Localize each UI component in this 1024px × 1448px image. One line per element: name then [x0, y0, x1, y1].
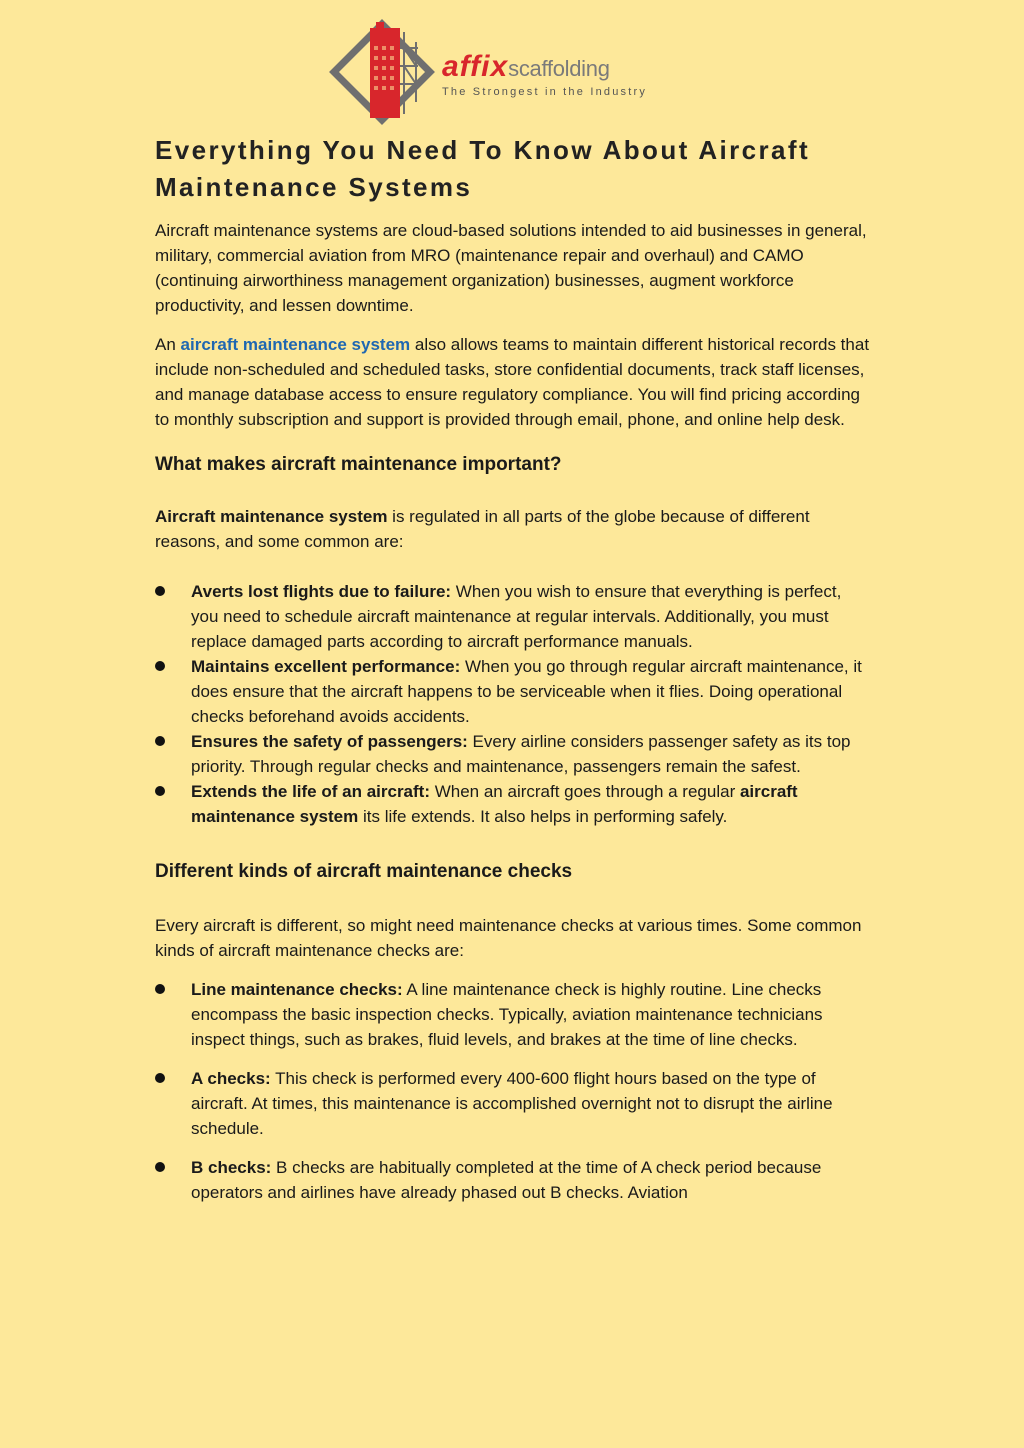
section-heading-importance: What makes aircraft maintenance important?: [155, 454, 562, 475]
list-item-text: A line maintenance check is highly routine. Line checks encompass the basic inspection checks. Typically, aviation maintenance technicians inspect things, such as brakes, fluid levels, and brakes at the time of line checks.: [191, 980, 823, 1049]
list-item: [155, 1155, 870, 1205]
checks-list: [155, 977, 870, 1205]
system-paragraph-rest: also allows teams to maintain different historical records that include non-scheduled and scheduled tasks, store confidential documents, track staff licenses, and manage database access to ensure regulatory compliance. You will find pricing according to monthly subscription and support is provided through email, phone, and online help desk.: [155, 335, 870, 429]
list-item-title: Averts lost flights due to failure:: [191, 582, 452, 601]
list-item: [155, 729, 870, 779]
list-item: [155, 1066, 870, 1141]
aircraft-maintenance-system-link[interactable]: aircraft maintenance system: [180, 335, 411, 354]
importance-intro-bold: Aircraft maintenance system: [155, 507, 388, 526]
list-item-title: Ensures the safety of passengers:: [191, 732, 468, 751]
list-item-title: Line maintenance checks:: [191, 980, 403, 999]
section-heading-checks: Different kinds of aircraft maintenance checks: [155, 861, 573, 882]
page-title: Everything You Need To Know About Aircraft Maintenance Systems: [155, 135, 811, 202]
scaffold-logo-icon: [326, 18, 438, 130]
list-item-text: When you wish to ensure that everything is perfect, you need to schedule aircraft maintenance at regular intervals. Additionally, you must replace damaged parts according to aircraft performance manuals.: [191, 582, 842, 651]
list-item-text: Every airline considers passenger safety as its top priority. Through regular checks and maintenance, passengers remain the safest.: [191, 732, 851, 776]
bullet-icon: [155, 1073, 165, 1083]
brand-name: [442, 52, 610, 82]
importance-list: [155, 579, 870, 829]
bullet-icon: [155, 786, 165, 796]
list-item-title: Extends the life of an aircraft:: [191, 782, 430, 801]
list-item: [155, 579, 870, 654]
list-item-text: When you go through regular aircraft maintenance, it does ensure that the aircraft happens to be serviceable when it flies. Doing operational checks beforehand avoids accidents.: [191, 657, 862, 726]
company-logo: [326, 18, 666, 130]
bullet-icon: [155, 661, 165, 671]
importance-intro: [155, 504, 870, 554]
brand-affix: affix: [442, 50, 509, 83]
bullet-icon: [155, 736, 165, 746]
list-item-title: Maintains excellent performance:: [191, 657, 461, 676]
list-item-title: A checks:: [191, 1069, 271, 1088]
list-item-text: B checks are habitually completed at the time of A check period because operators and airlines have already phased out B checks. Aviation: [191, 1158, 822, 1202]
brand-tagline: The Strongest in the Industry: [442, 86, 648, 98]
list-item-text-end: its life extends. It also helps in performing safely.: [358, 807, 728, 826]
list-item: [155, 779, 870, 829]
list-item-text: When an aircraft goes through a regular: [430, 782, 740, 801]
article: [155, 132, 870, 1205]
bullet-icon: [155, 1162, 165, 1172]
list-item-title: B checks:: [191, 1158, 272, 1177]
checks-intro: Every aircraft is different, so might need maintenance checks at various times. Some common kinds of aircraft maintenance checks are:: [155, 916, 862, 960]
list-item: [155, 977, 870, 1052]
bullet-icon: [155, 586, 165, 596]
intro-paragraph: Aircraft maintenance systems are cloud-based solutions intended to aid businesses in general, military, commercial aviation from MRO (maintenance repair and overhaul) and CAMO (continuing airworthiness management organization) businesses, augment workforce productivity, and lessen downtime.: [155, 221, 867, 315]
bullet-icon: [155, 984, 165, 994]
system-paragraph-prefix: An: [155, 335, 181, 354]
system-paragraph: [155, 332, 870, 432]
brand-scaffolding: scaffolding: [508, 56, 610, 81]
list-item: [155, 654, 870, 729]
importance-intro-rest: is regulated in all parts of the globe because of different reasons, and some common are:: [155, 507, 810, 551]
list-item-bold-phrase: aircraft maintenance system: [191, 782, 798, 826]
list-item-text: This check is performed every 400-600 flight hours based on the type of aircraft. At times, this maintenance is accomplished overnight not to disrupt the airline schedule.: [191, 1069, 833, 1138]
